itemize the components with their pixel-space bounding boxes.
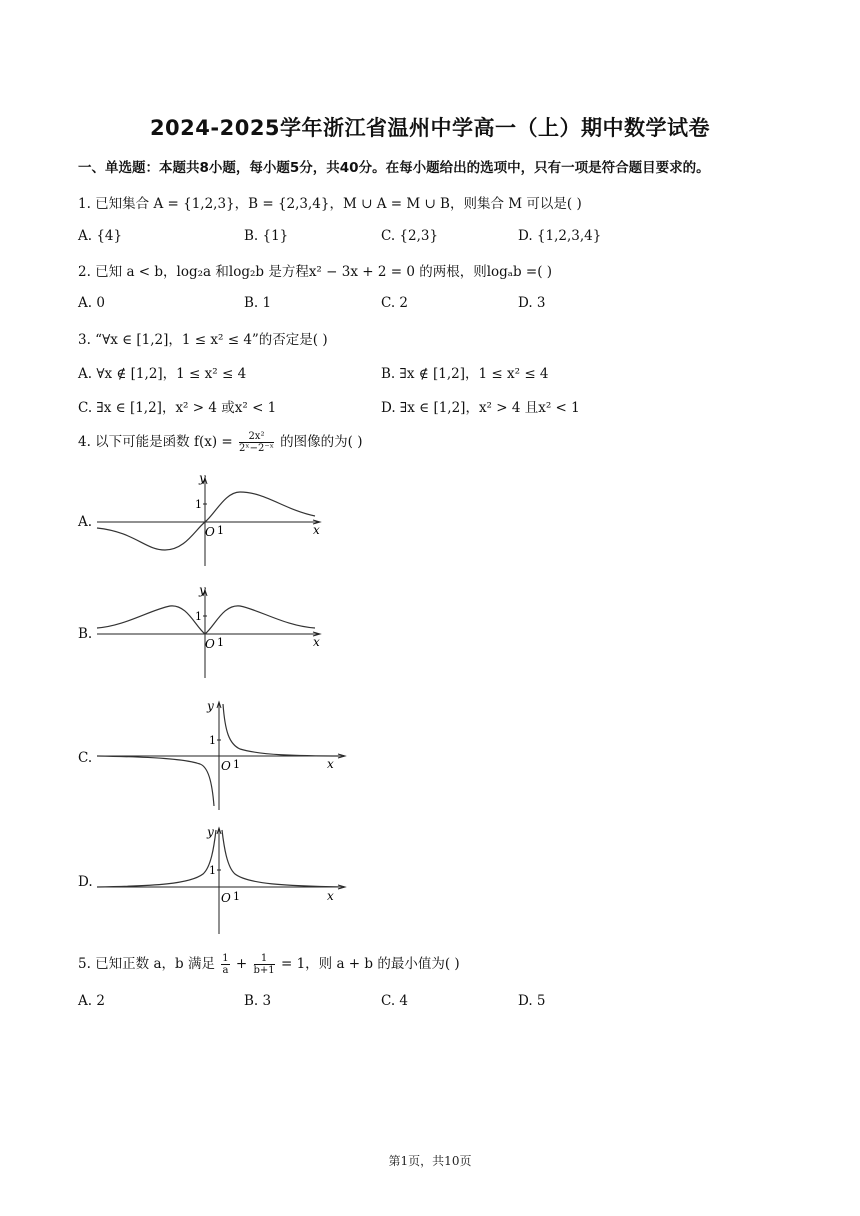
q1-option-a[interactable]: A. {4} [78,228,123,244]
question-2-stem: 2. 已知 a < b，log₂a 和log₂b 是方程x² − 3x + 2 = 0 的两根，则logₐb =( ) [78,264,553,280]
q3-option-d[interactable]: D. ∃x ∈ [1,2]，x² > 4 且x² < 1 [381,400,580,416]
graph-a-x-label: x [313,523,320,537]
q1-option-d[interactable]: D. {1,2,3,4} [518,228,602,244]
graph-a-origin: O [205,525,215,539]
question-5-stem [78,952,460,976]
graph-d-y-label: y [207,825,214,839]
graph-b-x-label: x [313,635,320,649]
q5-frac1-numerator: 1 [222,953,229,964]
q2-option-c[interactable]: C. 2 [381,295,409,311]
graph-a-tick-1-x: 1 [217,524,224,537]
q5-frac2-numerator: 1 [254,953,275,965]
q3-option-a[interactable]: A. ∀x ∉ [1,2]，1 ≤ x² ≤ 4 [78,366,247,382]
graph-b-tick-1-x: 1 [217,636,224,649]
graph-d-origin: O [221,891,231,905]
graph-d-tick-1-x: 1 [233,890,240,903]
graph-b-origin: O [205,637,215,651]
q2-option-a[interactable]: A. 0 [78,295,105,311]
page-title: 2024-2025学年浙江省温州中学高一（上）期中数学试卷 [149,116,711,140]
q4-stem-suffix: 的图像的为( ) [280,434,363,450]
q5-fraction-1 [221,953,229,976]
graph-b-tick-1-y: 1 [195,610,202,623]
graph-b-y-label: y [199,583,206,597]
q5-option-a[interactable]: A. 2 [78,993,105,1009]
question-4-stem [78,430,363,454]
q5-option-c[interactable]: C. 4 [381,993,409,1009]
q4-option-c-label[interactable]: C. [78,750,93,766]
q1-option-c[interactable]: C. {2,3} [381,228,439,244]
q4-option-a-label[interactable]: A. [78,514,93,530]
q4-frac-numerator: 2x² [239,431,274,443]
q4-graph-c[interactable] [95,696,355,812]
question-3-stem: 3. “∀x ∈ [1,2]，1 ≤ x² ≤ 4”的否定是( ) [78,332,328,348]
q4-option-d-label[interactable]: D. [78,874,93,890]
graph-c-tick-1-y: 1 [209,734,216,747]
q4-option-b-label[interactable]: B. [78,626,93,642]
graph-a-tick-1-y: 1 [195,498,202,511]
graph-d-x-label: x [327,889,334,903]
q1-option-b[interactable]: B. {1} [244,228,289,244]
page-footer: 第1页，共10页 [388,1154,472,1168]
q4-fraction [239,431,274,454]
q5-frac2-denominator: b+1 [253,965,275,976]
q3-option-b[interactable]: B. ∃x ∉ [1,2]，1 ≤ x² ≤ 4 [381,366,549,382]
q2-option-d[interactable]: D. 3 [518,295,546,311]
q5-frac1-denominator: a [222,965,229,976]
q5-stem-suffix: = 1，则 a + b 的最小值为( ) [280,956,460,972]
section-heading: 一、单选题：本题共8小题，每小题5分，共40分。在每小题给出的选项中，只有一项是符合题目要求的。 [78,160,710,176]
graph-c-origin: O [221,759,231,773]
question-1-stem: 1. 已知集合 A = {1,2,3}，B = {2,3,4}，M ∪ A = M ∪ B，则集合 M 可以是( ) [78,196,582,212]
q4-frac-denominator: 2ˣ−2⁻ˣ [239,443,274,454]
q5-stem-prefix: 5. 已知正数 a，b 满足 [78,956,215,972]
graph-d-tick-1-y: 1 [209,864,216,877]
graph-c-tick-1-x: 1 [233,758,240,771]
q4-graph-b[interactable] [95,582,335,682]
q2-option-b[interactable]: B. 1 [244,295,272,311]
q4-graph-a[interactable] [95,470,335,570]
q4-graph-d[interactable] [95,822,355,938]
q5-plus: + [235,956,248,972]
graph-c-y-label: y [207,699,214,713]
graph-a-y-label: y [199,471,206,485]
q5-option-d[interactable]: D. 5 [518,993,546,1009]
graph-c-x-label: x [327,757,334,771]
q3-option-c[interactable]: C. ∃x ∈ [1,2]，x² > 4 或x² < 1 [78,400,277,416]
q4-stem-prefix: 4. 以下可能是函数 f(x) = [78,434,233,450]
q5-option-b[interactable]: B. 3 [244,993,272,1009]
q5-fraction-2 [254,953,275,976]
